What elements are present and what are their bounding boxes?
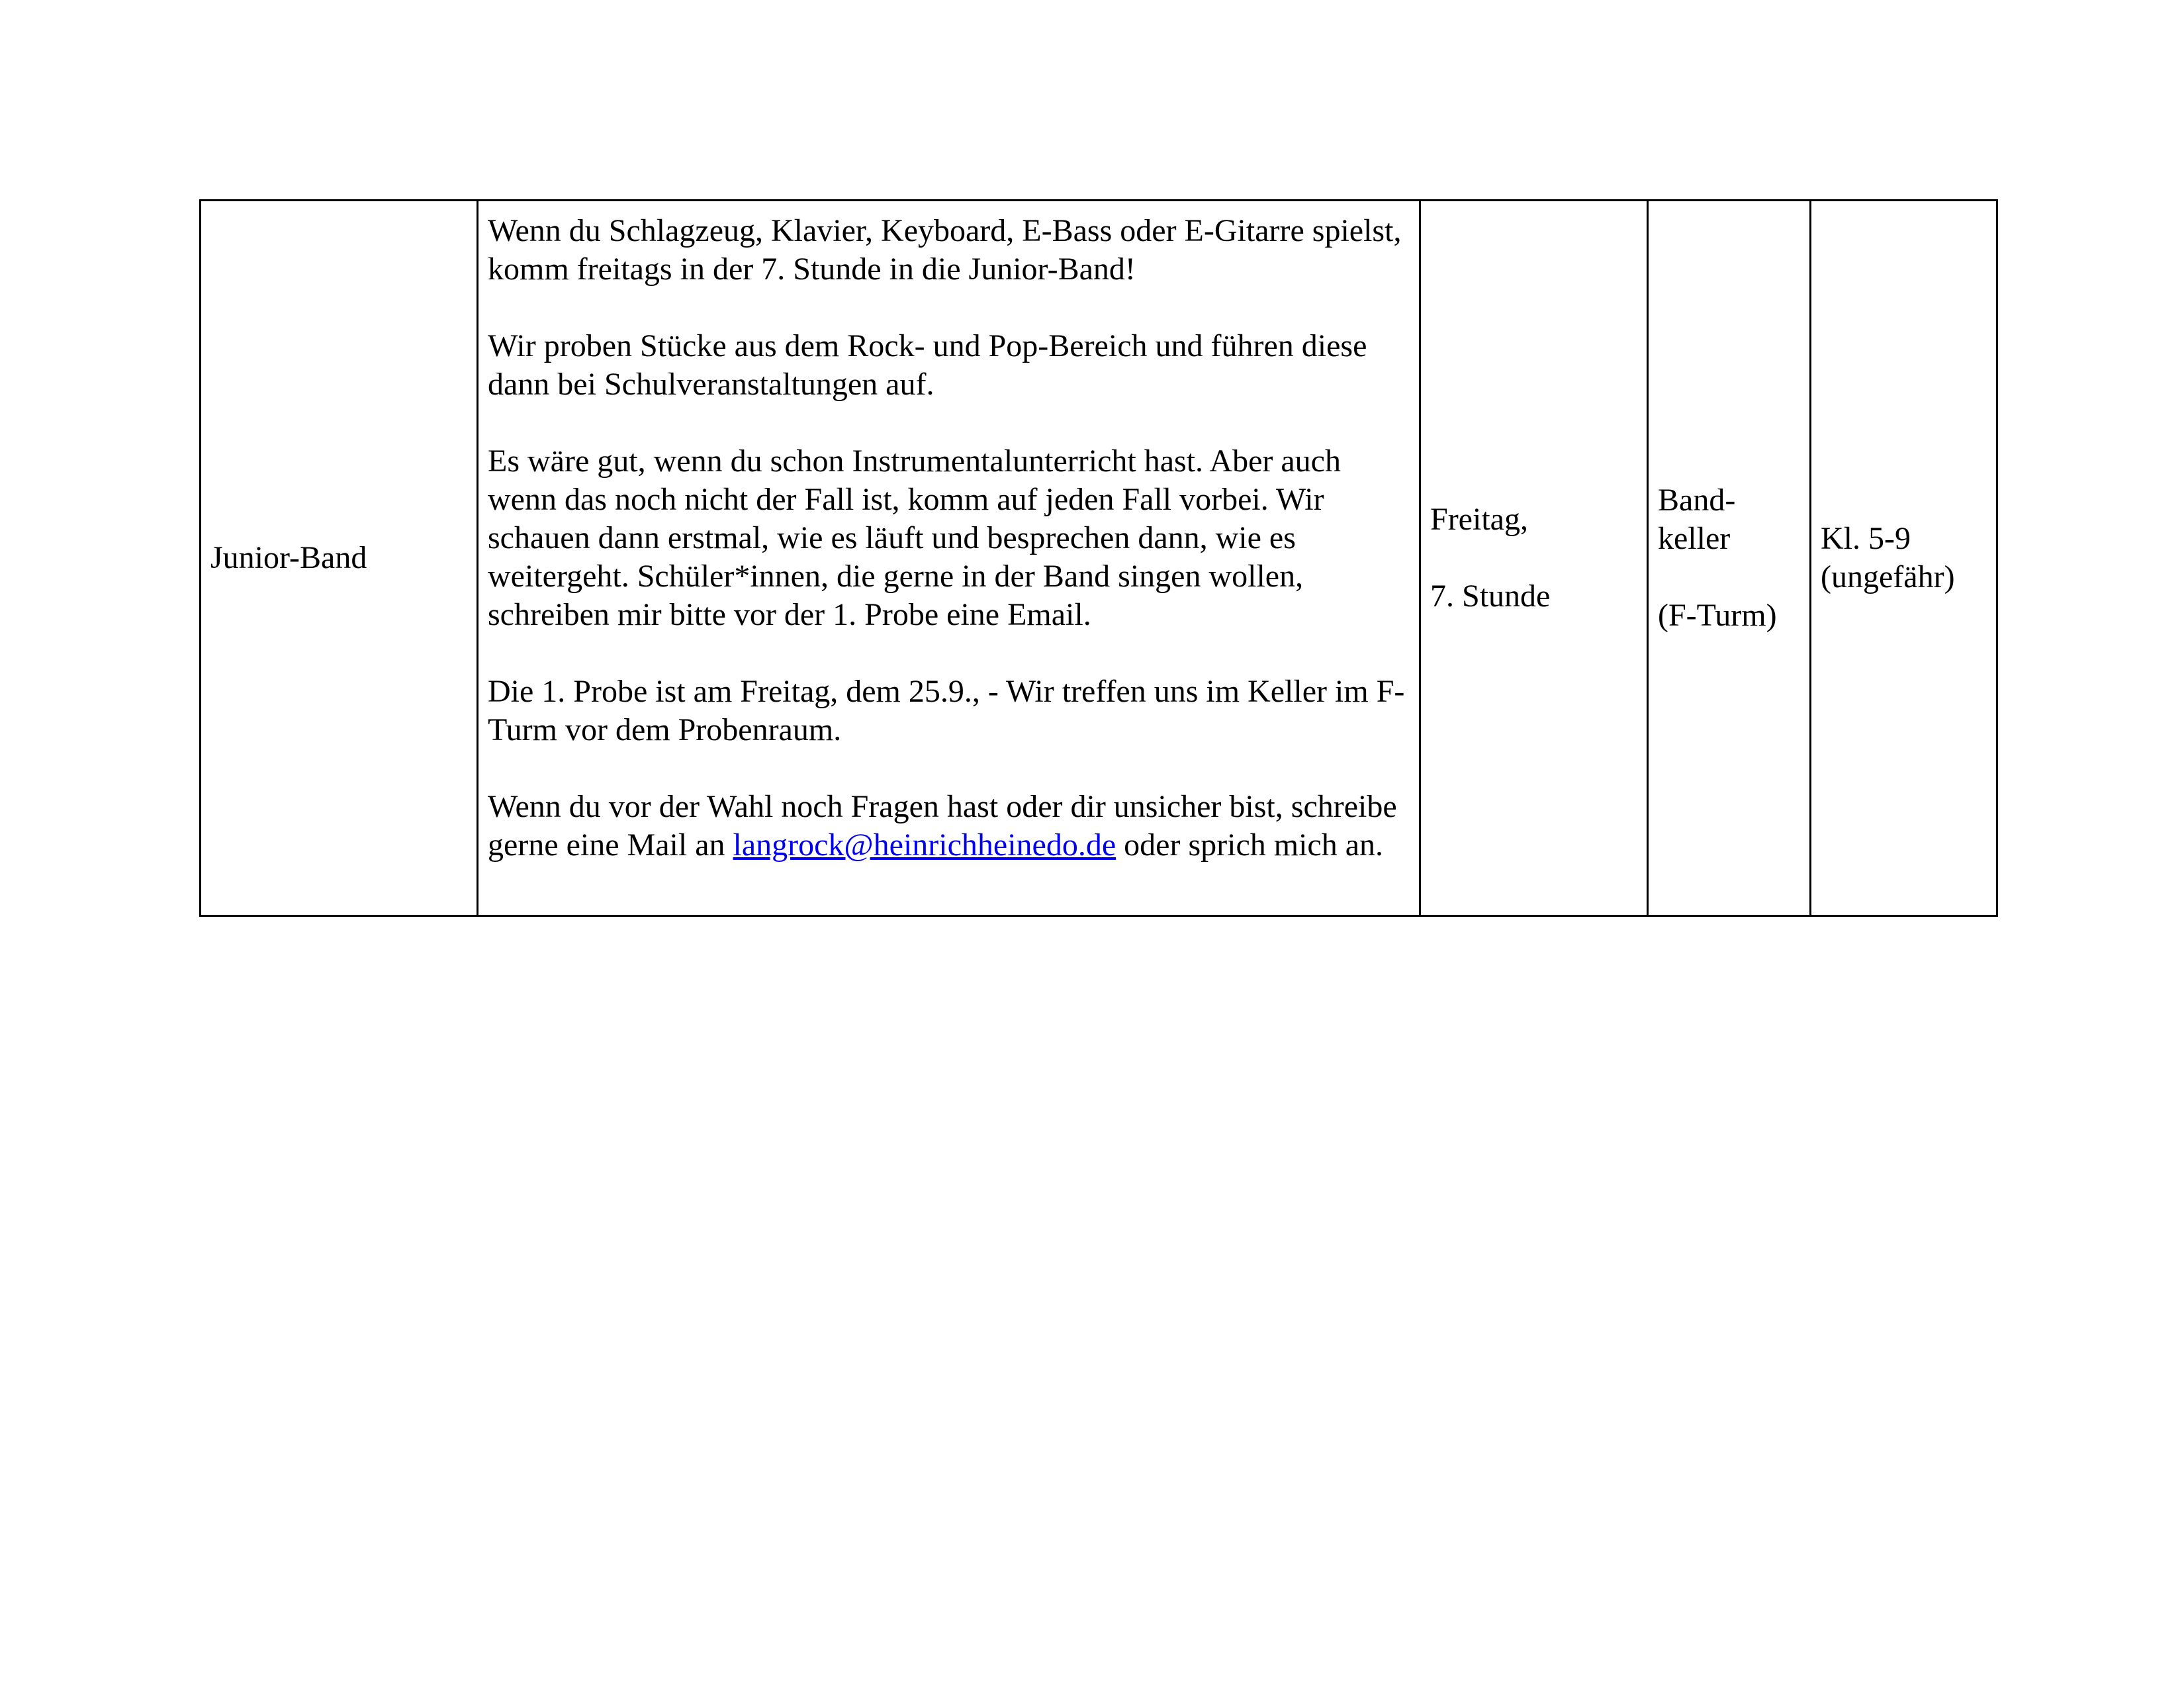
time-period: 7. Stunde <box>1430 579 1551 614</box>
description-paragraph-1: Wenn du Schlagzeug, Klavier, Keyboard, E-Bass oder E-Gitarre spielst, komm freitags in der 7. Stunde in die Junior-Band! <box>488 213 1402 287</box>
description-paragraph-2: Wir proben Stücke aus dem Rock- und Pop-Bereich und führen diese dann bei Schulveranstaltungen auf. <box>488 328 1367 402</box>
time-day: Freitag, <box>1430 502 1528 537</box>
description-paragraph-3: Es wäre gut, wenn du schon Instrumentalunterricht hast. Aber auch wenn das noch nicht der Fall ist, komm auf jeden Fall vorbei. Wir schauen dann erstmal, wie es läuft und besprechen dann, wie es weitergeht. Schüler*innen, die gerne in der Band singen wollen, schreiben mir bitte vor der 1. Probe eine Email. <box>488 444 1341 632</box>
grades-cell <box>1811 201 1997 916</box>
email-link[interactable]: langrock@heinrichheinedo.de <box>733 827 1116 863</box>
description-paragraph-5 <box>488 788 1410 865</box>
description-paragraph-4: Die 1. Probe ist am Freitag, dem 25.9., - Wir treffen uns im Keller im F-Turm vor dem Probenraum. <box>488 674 1405 747</box>
ag-name-cell <box>201 201 478 916</box>
time-cell <box>1420 201 1648 916</box>
grades-line-2: (ungefähr) <box>1821 559 1955 594</box>
contact-text-before: Wenn du vor der Wahl noch Fragen hast oder dir unsicher bist, schreibe gerne eine Mail an <box>488 789 1397 863</box>
table-row <box>201 201 1997 916</box>
contact-text-after: oder sprich mich an. <box>1124 827 1384 863</box>
location-line-2: keller <box>1658 521 1731 556</box>
ag-name: Junior-Band <box>210 540 367 575</box>
ag-description-cell <box>478 201 1420 916</box>
ag-table <box>199 199 1998 917</box>
location-line-1: Band- <box>1658 483 1736 518</box>
grades-line-1: Kl. 5-9 <box>1821 521 1911 556</box>
location-cell <box>1648 201 1811 916</box>
location-line-3: (F-Turm) <box>1658 598 1777 633</box>
